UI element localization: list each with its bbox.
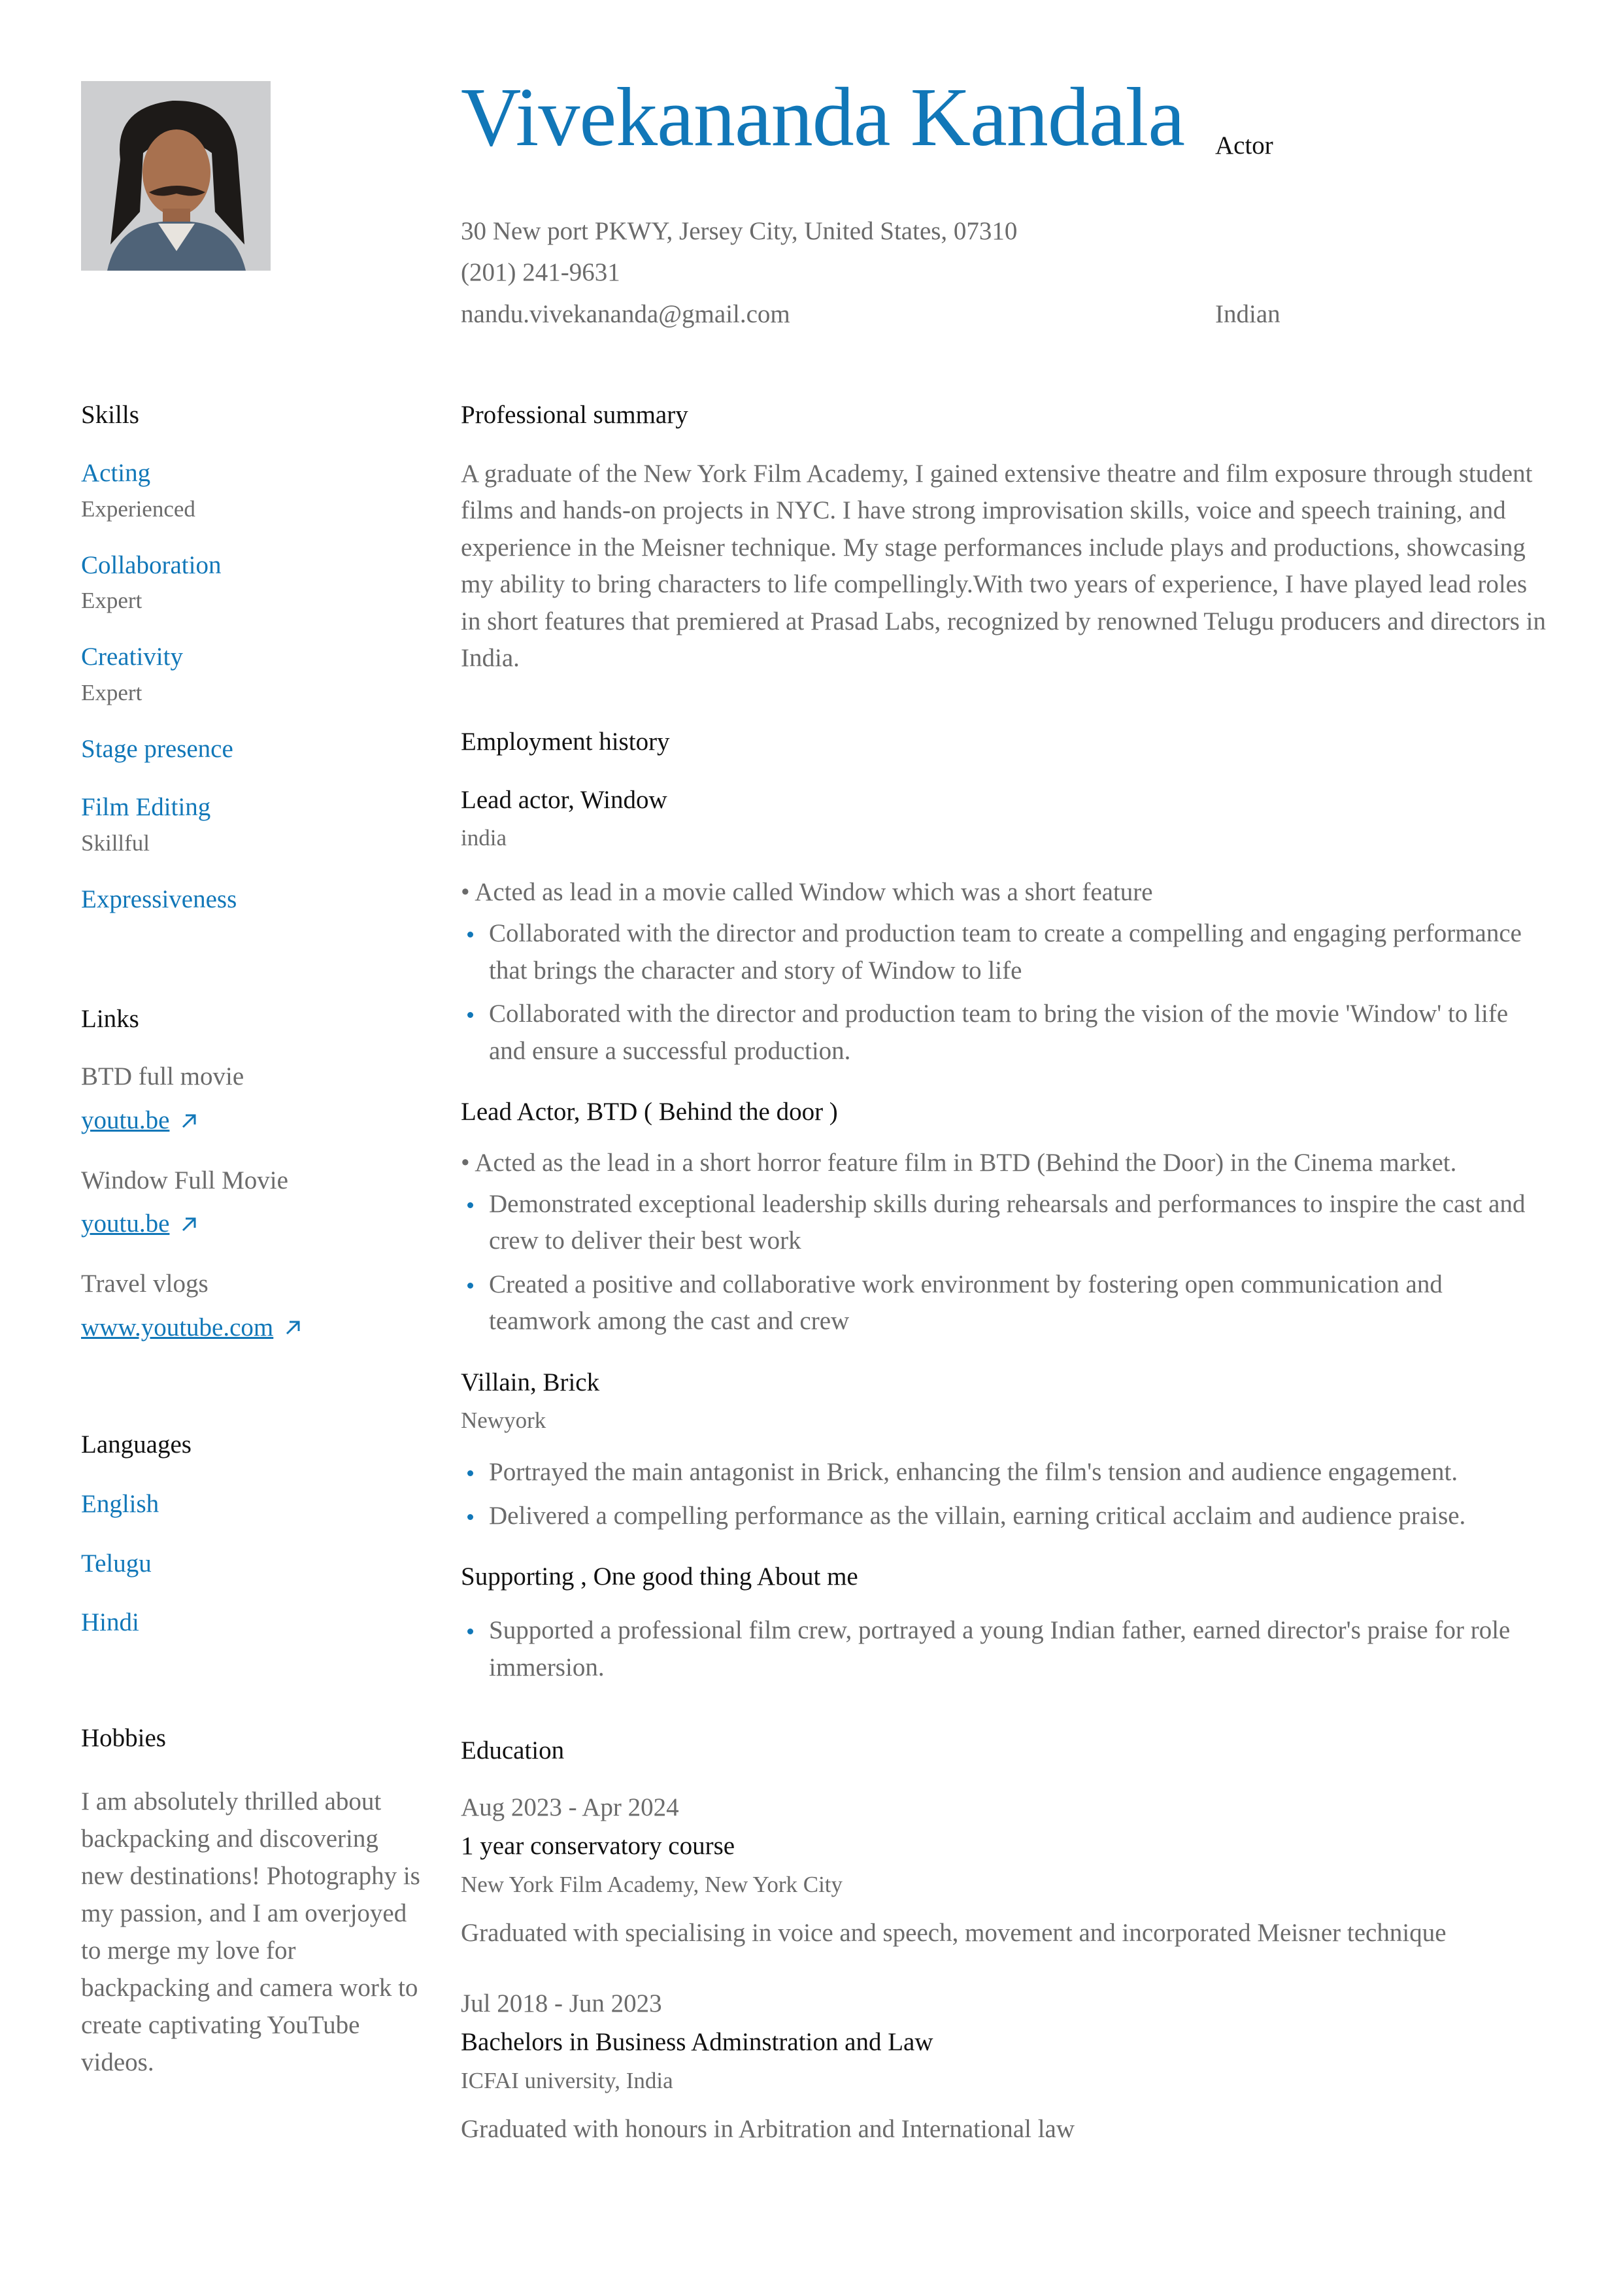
job-title: Actor xyxy=(1215,131,1273,160)
list-item: Demonstrated exceptional leadership skills during rehearsals and performances to inspire the cast and crew to deliver their best work xyxy=(461,1186,1546,1260)
email[interactable]: nandu.vivekananda@gmail.com xyxy=(461,300,790,328)
skill-item xyxy=(81,734,421,765)
skills-heading: Skills xyxy=(81,401,139,429)
education-dates: Aug 2023 - Apr 2024 xyxy=(461,1793,679,1822)
job-entry xyxy=(461,785,1546,1070)
list-item: Collaborated with the director and production team to bring the vision of the movie 'Window' to life and ensure a successful production. xyxy=(461,996,1546,1070)
education-section xyxy=(461,1736,1546,2145)
skill-item xyxy=(81,792,421,857)
job-bullets xyxy=(461,915,1546,1070)
language-item: Telugu xyxy=(81,1549,152,1578)
link-label: Window Full Movie xyxy=(81,1166,288,1194)
skill-name: Acting xyxy=(81,458,151,487)
education-degree: 1 year conservatory course xyxy=(461,1831,735,1860)
skill-item xyxy=(81,885,421,915)
job-bullets xyxy=(461,1612,1546,1686)
skill-item xyxy=(81,642,421,707)
job-intro: • Acted as the lead in a short horror feature film in BTD (Behind the Door) in the Cinema market. xyxy=(461,1148,1457,1177)
nationality: Indian xyxy=(1215,300,1280,328)
link-text[interactable]: www.youtube.com xyxy=(81,1313,274,1342)
job-bullets xyxy=(461,1186,1546,1340)
link-url[interactable] xyxy=(81,1209,421,1241)
skill-item xyxy=(81,458,421,523)
phone[interactable]: (201) 241-9631 xyxy=(461,258,620,286)
link-item xyxy=(81,1062,421,1138)
language-item: English xyxy=(81,1489,159,1518)
hobbies-text: I am absolutely thrilled about backpacking and discovering new destinations! Photography is my passion, and I am overjoyed to merge my love for backpacking and camera work to create captivating YouTube videos. xyxy=(81,1787,420,2077)
link-text[interactable]: youtu.be xyxy=(81,1209,170,1238)
skill-name: Stage presence xyxy=(81,735,233,764)
education-degree: Bachelors in Business Adminstration and Law xyxy=(461,2028,933,2057)
skills-section xyxy=(81,400,421,915)
education-school: New York Film Academy, New York City xyxy=(461,1871,843,1897)
job-entry xyxy=(461,1368,1546,1535)
job-title: Villain, Brick xyxy=(461,1368,600,1396)
summary-section xyxy=(461,400,1546,677)
external-link-icon xyxy=(180,1107,198,1138)
external-link-icon xyxy=(284,1314,302,1345)
education-dates: Jul 2018 - Jun 2023 xyxy=(461,1989,662,2018)
skill-name: Creativity xyxy=(81,643,183,671)
skill-name: Expressiveness xyxy=(81,885,237,913)
link-url[interactable] xyxy=(81,1106,421,1138)
sidebar xyxy=(81,400,421,2081)
education-school: ICFAI university, India xyxy=(461,2068,673,2094)
skill-level: Expert xyxy=(81,588,142,614)
link-item xyxy=(81,1269,421,1345)
skill-level: Skillful xyxy=(81,830,150,856)
education-entry xyxy=(461,1989,1546,2144)
links-section xyxy=(81,1004,421,1345)
job-title: Lead actor, Window xyxy=(461,785,667,814)
language-item: Hindi xyxy=(81,1608,139,1637)
link-label: BTD full movie xyxy=(81,1062,244,1091)
education-heading: Education xyxy=(461,1736,565,1765)
languages-section xyxy=(81,1430,421,1638)
links-heading: Links xyxy=(81,1004,139,1033)
job-entry xyxy=(461,1097,1546,1340)
job-location: Newyork xyxy=(461,1408,546,1434)
summary-text: A graduate of the New York Film Academy, I gained extensive theatre and film exposure through student films and hands-on projects in NYC. I have strong improvisation skills, voice and speech training, and experience in the Meisner technique. My stage performances include plays and productions, showcasing my ability to bring characters to life compellingly.With two years of experience, I have played lead roles in short features that premiered at Prasad Labs, recognized by renowned Telugu producers and directors in India. xyxy=(461,459,1546,673)
link-label: Travel vlogs xyxy=(81,1269,209,1298)
job-intro: • Acted as lead in a movie called Window which was a short feature xyxy=(461,878,1153,907)
link-text[interactable]: youtu.be xyxy=(81,1106,170,1135)
list-item: Portrayed the main antagonist in Brick, enhancing the film's tension and audience engagement. xyxy=(461,1454,1546,1491)
link-item xyxy=(81,1166,421,1241)
summary-heading: Professional summary xyxy=(461,401,688,429)
external-link-icon xyxy=(180,1211,198,1241)
list-item: Collaborated with the director and production team to create a compelling and engaging performance that brings the character and story of Window to life xyxy=(461,915,1546,989)
education-description: Graduated with specialising in voice and speech, movement and incorporated Meisner technique xyxy=(461,1918,1447,1947)
skill-item xyxy=(81,550,421,615)
candidate-name: Vivekananda Kandala xyxy=(461,71,1184,163)
skill-name: Collaboration xyxy=(81,550,222,579)
list-item: Supported a professional film crew, portrayed a young Indian father, earned director's praise for role immersion. xyxy=(461,1612,1546,1686)
profile-photo xyxy=(81,81,271,271)
job-bullets xyxy=(461,1454,1546,1534)
address: 30 New port PKWY, Jersey City, United States, 07310 xyxy=(461,217,1018,245)
skill-level: Experienced xyxy=(81,496,195,522)
education-entry xyxy=(461,1793,1546,1948)
languages-heading: Languages xyxy=(81,1430,192,1459)
skill-name: Film Editing xyxy=(81,792,211,821)
main-content xyxy=(461,400,1546,2145)
employment-heading: Employment history xyxy=(461,727,670,756)
skill-level: Expert xyxy=(81,680,142,706)
education-description: Graduated with honours in Arbitration and International law xyxy=(461,2115,1075,2144)
employment-section xyxy=(461,727,1546,1686)
hobbies-heading: Hobbies xyxy=(81,1724,166,1753)
list-item: Delivered a compelling performance as the villain, earning critical acclaim and audience praise. xyxy=(461,1498,1546,1535)
profile-photo-image xyxy=(81,81,271,271)
job-title: Supporting , One good thing About me xyxy=(461,1562,858,1591)
job-entry xyxy=(461,1562,1546,1686)
job-title: Lead Actor, BTD ( Behind the door ) xyxy=(461,1098,838,1126)
list-item: Created a positive and collaborative work environment by fostering open communication and teamwork among the cast and crew xyxy=(461,1266,1546,1340)
link-url[interactable] xyxy=(81,1313,421,1345)
hobbies-section xyxy=(81,1723,421,2081)
job-location: india xyxy=(461,825,507,851)
